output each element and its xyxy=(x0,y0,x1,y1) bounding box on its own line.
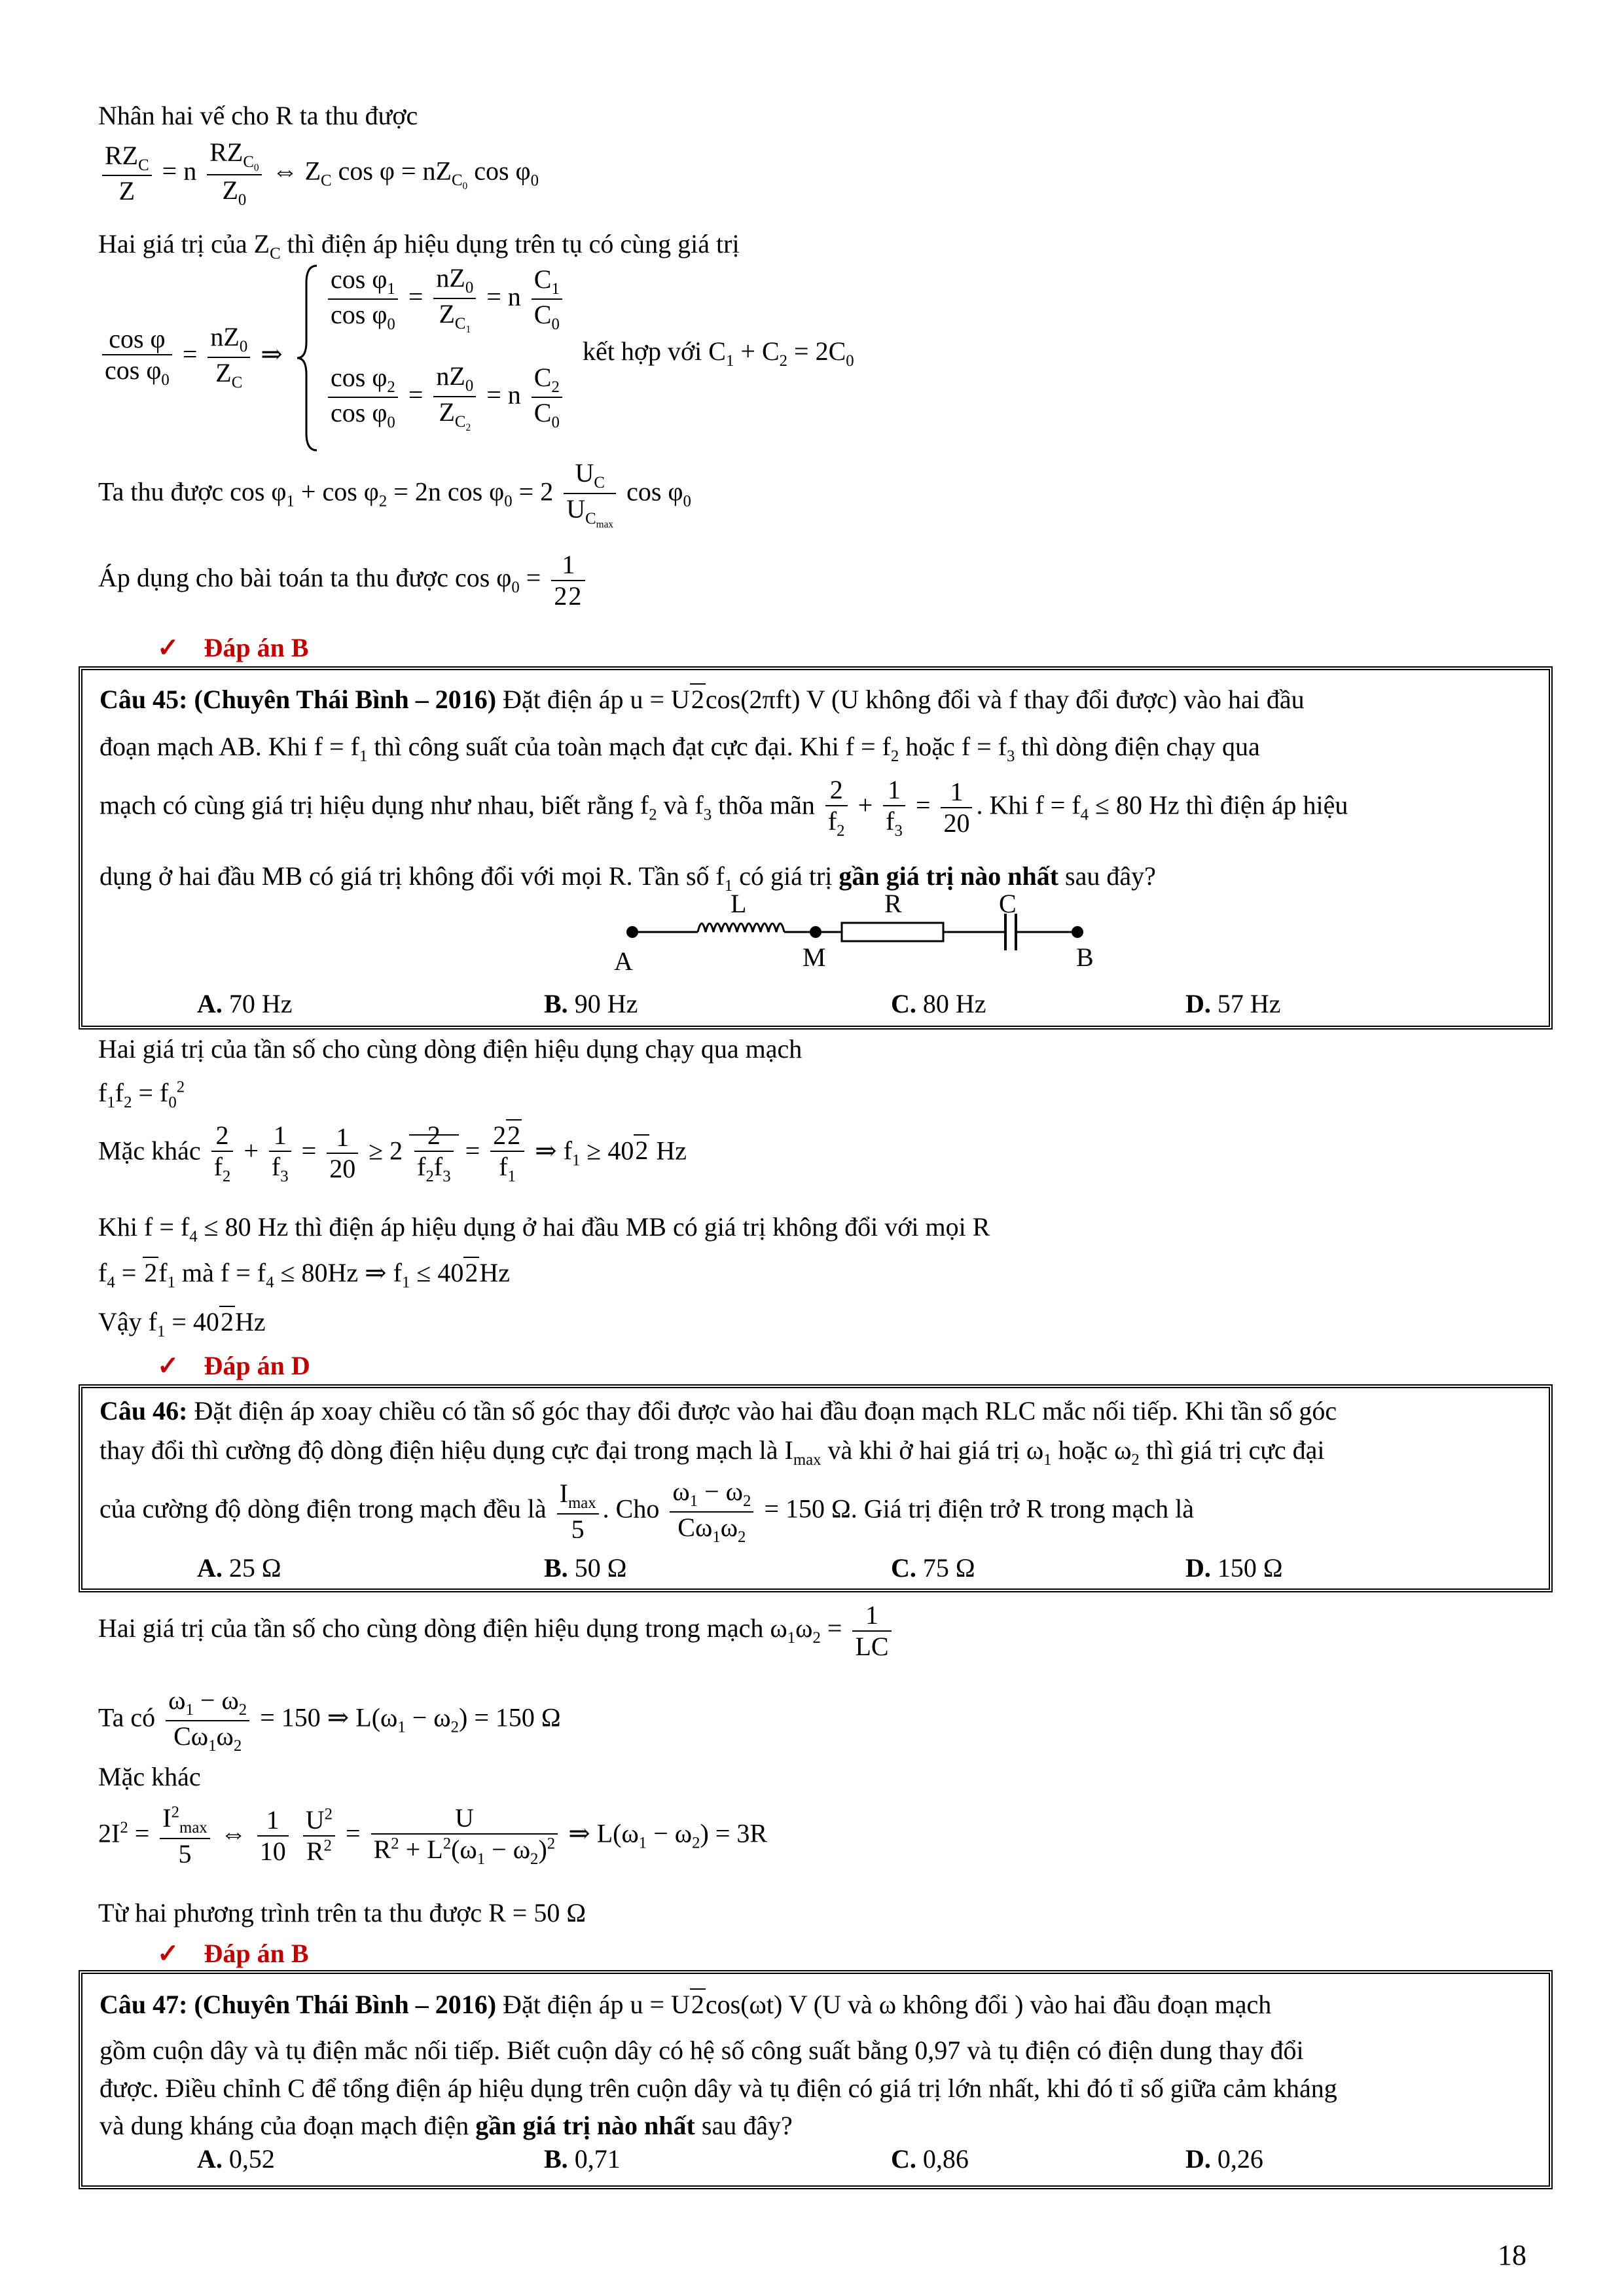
option-d[interactable]: D. 150 Ω xyxy=(1185,1553,1283,1583)
svg-text:A: A xyxy=(614,946,633,976)
solution-text: Mặc khác xyxy=(98,1762,201,1791)
svg-text:B: B xyxy=(1076,942,1094,972)
equation: $2I^2$ = $\frac{I^2_{max}}{5}$ ⇔ $\frac{1}{10}$ $\frac{U^2}{R^2}$ = $\frac{U}{R^2 + L^2(\omega_1 - \omega_2)^2}$ ⇒ $L(\omega_1 - \omega_2) = 3R$ xyxy=(98,1803,768,1869)
option-b[interactable]: B. 0,71 xyxy=(544,2144,621,2174)
equation: $f_1f_2 = f_0^2$ xyxy=(98,1078,185,1111)
system-brace xyxy=(295,263,321,461)
option-c[interactable]: C. 75 Ω xyxy=(891,1553,975,1583)
svg-text:R: R xyxy=(884,889,902,918)
question-line: thay đổi thì cường độ dòng điện hiệu dụng cực đại trong mạch là $I_{max}$ và khi ở hai giá trị $\omega_1$ hoặc $\omega_2$ thì giá trị cực đại xyxy=(99,1435,1325,1469)
node-b xyxy=(1072,926,1083,938)
answer-label: ✓ Đáp án B xyxy=(157,1939,309,1968)
question-line: được. Điều chỉnh C để tổng điện áp hiệu dụng trên cuộn dây và tụ điện có giá trị lớn nhất, khi đó tỉ số giữa cảm kháng xyxy=(99,2073,1337,2103)
answer-label: ✓ Đáp án D xyxy=(157,1351,310,1380)
inductor-coil xyxy=(698,924,784,932)
equation: Mặc khác $\frac{2}{f_2}$ + $\frac{1}{f_3}$ = $\frac{1}{20}$ ≥ 2 $\frac{2}{f_2f_3}$ = $\frac{22}{f_1}$ ⇒ $f_1 \ge 402$ Hz xyxy=(98,1121,687,1185)
question-line: của cường độ dòng điện trong mạch đều là $\frac{I_{max}}{5}$ . Cho $\frac{\omega_1 - \omega_2}{C\omega_1\omega_2}$ = 150 Ω. Giá trị điện trở R trong mạch là xyxy=(99,1477,1195,1546)
page-number: 18 xyxy=(1498,2239,1526,2271)
document-page: Nhân hai vế cho R ta thu được $\frac{RZ_C}{Z}$ = n $\frac{RZ_{C_0}}{Z_0}$ ⇔ $Z_C$ $\cos \varphi = nZ_{C_0}$ $\cos \varphi_0$ Hai giá trị của $Z_C$ thì điện áp hiệu dụng trên tụ có cùng giá trị $\frac{\text{cos φ}}{\cos \varphi_0}$ = $\frac{nZ_0}{Z_C}$ ⇒ $\frac{\cos \varphi_1}{\cos \varphi_0}$ = $\frac{nZ_0}{Z_{C_1}}$ = n $\frac{C_1}{C_0}$ $\frac{\cos \varphi_2}{\cos \varphi_0}$ = $\frac{nZ_0}{Z_{C_2}}$ = n $\frac{C_2}{C_0}$ kết hợp với $C_1 + C_2 = 2C_0$ Ta thu được $\cos \varphi_1 + \cos \varphi_2 = 2n$ $\cos \varphi_0 = 2$ $\frac{U_C}{U_{C_{max}}}$ $\cos \varphi_0$ Áp dụng cho bài toán ta thu được $\cos \varphi_0$ = $\frac{1}{22}$ ✓ Đáp án B Câu 45: (Chuyên Thái Bình – 2016) Đặt điện áp u = U2cos(2πft) V (U không đổi và f thay đổi được) vào hai đầu đoạn mạch AB. Khi $f = f_1$ thì công suất của toàn mạch đạt cực đại. Khi $f = f_2$ hoặc $f = f_3$ thì dòng điện chạy qua mạch có cùng giá trị hiệu dụng như nhau, biết rằng $f_2$ và $f_3$ thõa mãn $\frac{2}{f_2}$ + $\frac{1}{f_3}$ = $\frac{1}{20}$ . Khi $f = f_4 \le 80$ Hz thì điện áp hiệu dụng ở hai đầu MB có giá trị không đổi với mọi R. Tần số $f_1$ có giá trị gần giá trị nào nhất sau đây? L R C A M B A. 70 Hz B. 90 Hz C. 80 Hz D. 57 Hz Hai giá trị của tần số cho cùng dòng điện hiệu dụng chạy qua mạch $f_1f_2 = f_0^2$ Mặc khác $\frac{2}{f_2}$ + $\frac{1}{f_3}$ = $\frac{1}{20}$ ≥ 2 $\frac{2}{f_2f_3}$ = $\frac{22}{f_1}$ ⇒ $f_1 \ge 402$ Hz Khi $f = f_4 \le 80$ Hz thì điện áp hiệu dụng ở hai đầu MB có giá trị không đổi với mọi R $f_4 = 2f_1$ mà $f = f_4 \le 80Hz$ ⇒ $f_1 \le 402Hz$ Vậy $f_1 = 402Hz$ ✓ Đáp án D Câu 46: Đặt điện áp xoay chiều có tần số góc thay đổi được vào hai đầu đoạn mạch RLC mắc nối tiếp. Khi tần số góc thay đổi thì cường độ dòng điện hiệu dụng cực đại trong mạch là $I_{max}$ và khi ở hai giá trị $\omega_1$ hoặc $\omega_2$ thì giá trị cực đại của cường độ dòng điện trong mạch đều là $\frac{I_{max}}{5}$ . Cho $\frac{\omega_1 - \omega_2}{C\omega_1\omega_2}$ = 150 Ω. Giá trị điện trở R trong mạch là A. 25 Ω B. 50 Ω C. 75 Ω D. 150 Ω Hai giá trị của tần số cho cùng dòng điện hiệu dụng trong mạch $\omega_1\omega_2$ = $\frac{1}{LC}$ Ta có $\frac{\omega_1 - \omega_2}{C\omega_1\omega_2}$ = 150 ⇒ $L(\omega_1 - \omega_2) = 150$ Ω Mặc khác $2I^2$ = $\frac{I^2_{max}}{5}$ ⇔ $\frac{1}{10}$ $\frac{U^2}{R^2}$ = $\frac{U}{R^2 + L^2(\omega_1 - \omega_2)^2}$ ⇒ $L(\omega_1 - \omega_2) = 3R$ Từ hai phương trình trên ta thu được R = 50 Ω ✓ Đáp án B Câu 47: (Chuyên Thái Bình – 2016) Đặt điện áp u = U2cos(ωt) V (U và ω không đổi ) vào hai đầu đoạn mạch gồm cuộn dây và tụ điện mắc nối tiếp. Biết cuộn dây có hệ số công suất bằng 0,97 và tụ điện có điện dung thay đổi được. Điều chỉnh C để tổng điện áp hiệu dụng trên cuộn dây và tụ điện có giá trị lớn nhất, khi đó tỉ số giữa cảm kháng và dung kháng của đoạn mạch điện gần giá trị nào nhất sau đây? A. 0,52 B. 0,71 C. 0,86 D. 0,26 18 xyxy=(0,0,1624,2296)
check-icon: ✓ xyxy=(157,1351,179,1380)
solution-text: Hai giá trị của tần số cho cùng dòng điện hiệu dụng chạy qua mạch xyxy=(98,1034,803,1064)
equation: Áp dụng cho bài toán ta thu được $\cos \varphi_0$ = $\frac{1}{22}$ xyxy=(98,550,589,611)
equation: $\frac{RZ_C}{Z}$ = n $\frac{RZ_{C_0}}{Z_0}$ ⇔ $Z_C$ $\cos \varphi = nZ_{C_0}$ $\cos \varphi_0$ xyxy=(98,137,539,209)
question-box-46 xyxy=(79,1384,1553,1592)
solution-text: Khi $f = f_4 \le 80$ Hz thì điện áp hiệu dụng ở hai đầu MB có giá trị không đổi với mọi R xyxy=(98,1212,990,1246)
question-box-47 xyxy=(79,1970,1553,2189)
option-b[interactable]: B. 50 Ω xyxy=(544,1553,627,1583)
question-line: Câu 45: (Chuyên Thái Bình – 2016) Đặt điện áp u = U2cos(2πft) V (U không đổi và f thay đổi được) vào hai đầu xyxy=(99,685,1305,714)
question-box-45 xyxy=(79,666,1553,1030)
question-line: Câu 47: (Chuyên Thái Bình – 2016) Đặt điện áp u = U2cos(ωt) V (U và ω không đổi ) vào hai đầu đoạn mạch xyxy=(99,1990,1272,2019)
equation: Từ hai phương trình trên ta thu được R = 50 Ω xyxy=(98,1898,586,1928)
equation: Ta thu được $\cos \varphi_1 + \cos \varphi_2 = 2n$ $\cos \varphi_0 = 2$ $\frac{U_C}{U_{C_{max}}}$ $\cos \varphi_0$ xyxy=(98,458,691,530)
solution-text: Hai giá trị của $Z_C$ thì điện áp hiệu dụng trên tụ có cùng giá trị xyxy=(98,229,740,262)
option-a[interactable]: A. 70 Hz xyxy=(197,989,293,1018)
node-a xyxy=(626,926,638,938)
equation: Vậy $f_1 = 402Hz$ xyxy=(98,1307,266,1340)
question-line: mạch có cùng giá trị hiệu dụng như nhau, biết rằng $f_2$ và $f_3$ thõa mãn $\frac{2}{f_2}$ + $\frac{1}{f_3}$ = $\frac{1}{20}$ . Khi $f = f_4 \le 80$ Hz thì điện áp hiệu xyxy=(99,775,1348,840)
option-c[interactable]: C. 0,86 xyxy=(891,2144,969,2174)
check-icon: ✓ xyxy=(157,1939,179,1968)
option-d[interactable]: D. 57 Hz xyxy=(1185,989,1281,1018)
question-line: dụng ở hai đầu MB có giá trị không đổi với mọi R. Tần số $f_1$ có giá trị gần giá trị nào nhất sau đây? xyxy=(99,861,1156,895)
option-a[interactable]: A. 25 Ω xyxy=(197,1553,281,1583)
question-line: đoạn mạch AB. Khi $f = f_1$ thì công suất của toàn mạch đạt cực đại. Khi $f = f_2$ hoặc $f = f_3$ thì dòng điện chạy qua xyxy=(99,732,1260,765)
svg-text:M: M xyxy=(803,942,826,972)
option-c[interactable]: C. 80 Hz xyxy=(891,989,986,1018)
node-m xyxy=(810,926,821,938)
equation: Hai giá trị của tần số cho cùng dòng điện hiệu dụng trong mạch $\omega_1\omega_2$ = $\frac{1}{LC}$ xyxy=(98,1600,895,1662)
equation: $f_4 = 2f_1$ mà $f = f_4 \le 80Hz$ ⇒ $f_1 \le 402Hz$ xyxy=(98,1258,510,1291)
option-a[interactable]: A. 0,52 xyxy=(197,2144,275,2174)
resistor xyxy=(842,923,943,941)
solution-text: Nhân hai vế cho R ta thu được xyxy=(98,101,418,130)
solution-text: kết hợp với xyxy=(583,336,702,366)
option-b[interactable]: B. 90 Hz xyxy=(544,989,638,1018)
circuit-diagram xyxy=(614,889,1156,978)
check-icon: ✓ xyxy=(157,633,179,662)
question-line: Câu 46: Đặt điện áp xoay chiều có tần số góc thay đổi được vào hai đầu đoạn mạch RLC mắc nối tiếp. Khi tần số góc xyxy=(99,1396,1337,1426)
question-line: và dung kháng của đoạn mạch điện gần giá trị nào nhất sau đây? xyxy=(99,2111,793,2140)
answer-label: ✓ Đáp án B xyxy=(157,633,309,662)
svg-text:L: L xyxy=(731,889,747,918)
equation: Ta có $\frac{\omega_1 - \omega_2}{C\omega_1\omega_2}$ = 150 ⇒ $L(\omega_1 - \omega_2) = 150$ Ω xyxy=(98,1685,561,1755)
svg-text:C: C xyxy=(999,889,1017,918)
question-line: gồm cuộn dây và tụ điện mắc nối tiếp. Biết cuộn dây có hệ số công suất bằng 0,97 và tụ điện có điện dung thay đổi xyxy=(99,2036,1304,2065)
option-d[interactable]: D. 0,26 xyxy=(1185,2144,1263,2174)
